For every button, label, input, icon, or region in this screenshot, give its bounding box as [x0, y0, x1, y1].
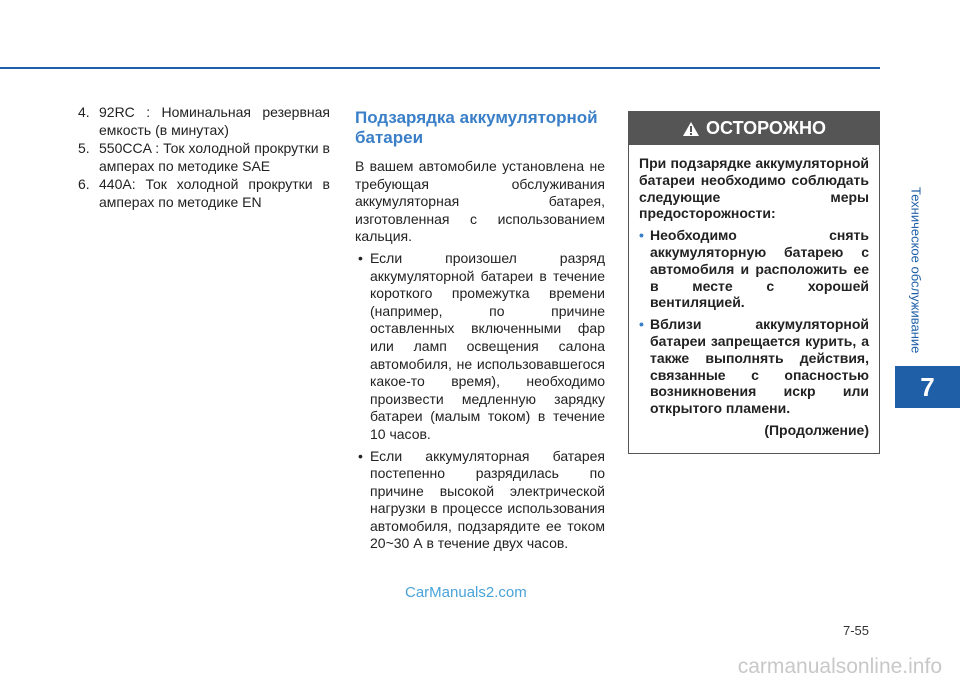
warning-box: [628, 111, 880, 454]
list-text: 92RC : Номинальная резервная емкость (в минутах): [99, 104, 330, 138]
spec-list: [78, 104, 330, 212]
list-text: 440A: Ток холодной прокрутки в амперах по методике EN: [99, 176, 330, 210]
footer-watermark: carmanualsonline.info: [737, 655, 942, 678]
section-title: Подзарядка аккумуляторной батареи: [355, 108, 598, 147]
warning-bullet: [639, 316, 869, 417]
bullet-dot: •: [358, 447, 363, 464]
bullet-item: [355, 250, 605, 444]
list-number: 5.: [78, 140, 90, 156]
warning-triangle-icon: [682, 121, 700, 137]
bullet-item: [355, 448, 605, 554]
bullet-text: Если произошел разряд аккумуляторной батареи в течение короткого промежутка времени (например, по причине оставленных включенными фар или ламп освещения салона автомобиля, не использовавшегося какое-то время), необходимо произвести медленную зарядку батареи (малым током) в течение 10 часов.: [370, 249, 605, 442]
header-rule: [0, 67, 880, 69]
chapter-title: Техническое обслуживание: [908, 186, 924, 354]
charging-section: [355, 108, 605, 557]
warning-bullet: [639, 227, 869, 311]
list-item: [78, 176, 330, 211]
warning-bullet-dot: •: [639, 227, 644, 244]
warning-body: [629, 145, 879, 439]
warning-bullet-text: Вблизи аккумуляторной батареи запрещается курить, а также выполнять действия, связанные с опасностью возникновения искр или открытого пламени.: [650, 316, 869, 417]
watermark-link[interactable]: CarManuals2.com: [405, 584, 527, 601]
section-intro: В вашем автомобиле установлена не требующая обслуживания аккумуляторная батарея, изготовленная с использованием кальция.: [355, 158, 605, 245]
warning-header: [629, 112, 879, 145]
list-text: 550CCA : Ток холодной прокрутки в амперах по методике SAE: [99, 140, 330, 174]
chapter-number-badge: 7: [895, 366, 960, 408]
list-item: [78, 104, 330, 139]
warning-heading: ОСТОРОЖНО: [706, 118, 826, 138]
warning-intro: При подзарядке аккумуляторной батареи необходимо соблюдать следующие меры предосторожности:: [639, 155, 869, 222]
warning-bullet-dot: •: [639, 316, 644, 333]
page-number: 7-55: [843, 623, 870, 638]
continued-label: (Продолжение): [764, 421, 869, 438]
list-number: 6.: [78, 176, 90, 192]
list-number: 4.: [78, 104, 90, 120]
warning-bullet-text: Необходимо снять аккумуляторную батарею с автомобиля и расположить ее в месте с хорошей вентиляцией.: [650, 227, 869, 311]
list-item: [78, 140, 330, 175]
bullet-text: Если аккумуляторная батарея постепенно разрядилась по причине высокой электрической нагрузки в процессе использования автомобиля, подзарядите ее током 20~30 А в течение двух часов.: [370, 447, 605, 552]
bullet-dot: •: [358, 249, 363, 266]
